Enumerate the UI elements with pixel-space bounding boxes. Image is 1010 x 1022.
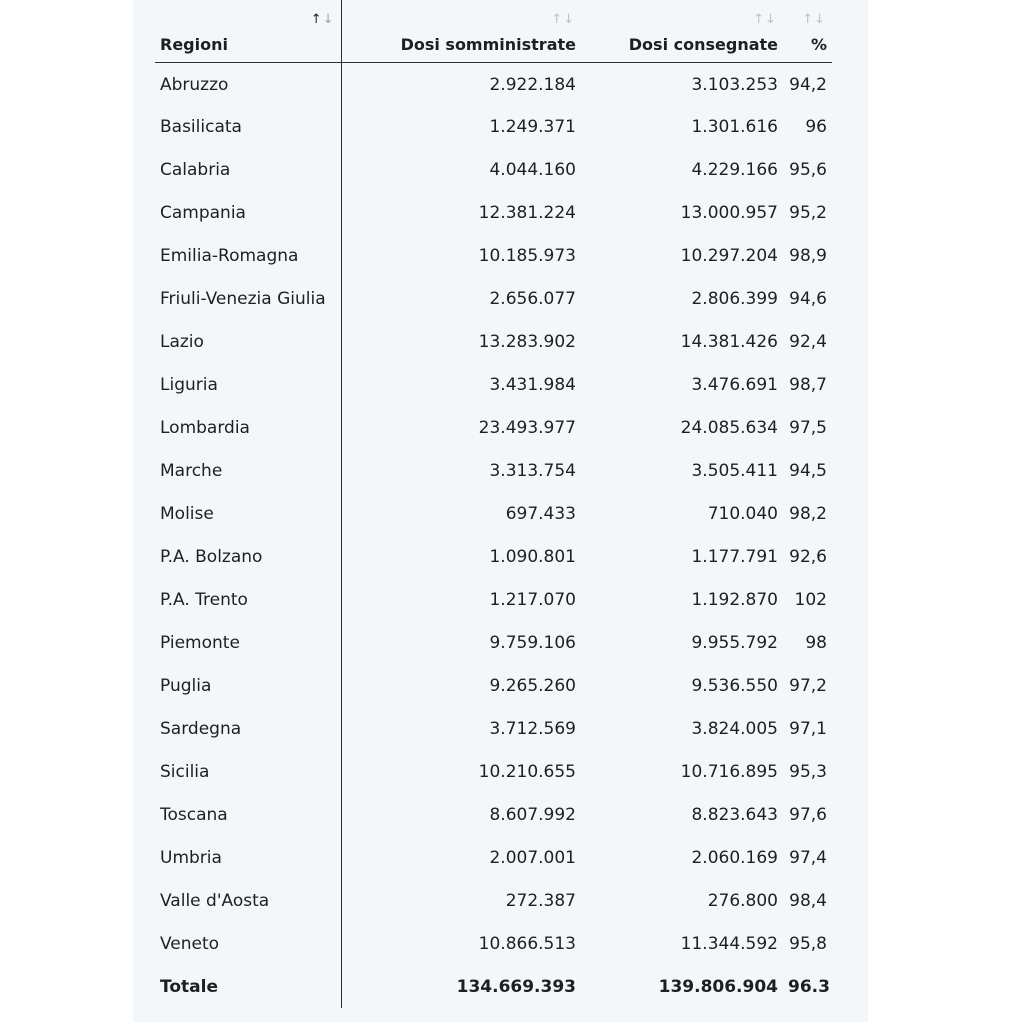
cell-administered: 4.044.160 [489,159,576,180]
table-header-row [155,0,832,62]
column-header-region[interactable] [155,0,341,62]
cell-delivered: 710.040 [707,503,778,524]
cell-percent: 95,6 [789,159,827,180]
cell-percent: 98,2 [789,503,827,524]
cell-delivered: 3.505.411 [691,460,778,481]
table-row [155,879,832,922]
cell-region: Valle d'Aosta [155,879,341,922]
cell-percent: 98,9 [789,245,827,266]
table-panel [133,0,868,1022]
cell-administered: 10.866.513 [478,933,576,954]
table-row [155,62,832,105]
cell-percent: 95,2 [789,202,827,223]
cell-percent: 97,5 [789,417,827,438]
cell-region: Emilia-Romagna [155,234,341,277]
cell-delivered: 1.177.791 [691,546,778,567]
cell-delivered: 8.823.643 [691,804,778,825]
cell-delivered: 1.192.870 [691,589,778,610]
cell-delivered: 3.824.005 [691,718,778,739]
cell-percent: 92,4 [789,331,827,352]
column-header-administered-label: Dosi somministrate [400,34,576,54]
column-header-region-label: Regioni [160,34,228,54]
cell-region: Puglia [155,664,341,707]
cell-region: P.A. Trento [155,578,341,621]
cell-delivered: 24.085.634 [680,417,778,438]
cell-administered: 12.381.224 [478,202,576,223]
cell-delivered: 3.476.691 [691,374,778,395]
cell-administered: 10.210.655 [478,761,576,782]
column-header-delivered[interactable] [581,0,783,62]
cell-delivered: 4.229.166 [691,159,778,180]
table-row [155,320,832,363]
cell-region: Basilicata [155,105,341,148]
cell-percent: 102 [794,589,827,610]
column-header-delivered-label: Dosi consegnate [628,34,778,54]
cell-administered: 2.007.001 [489,847,576,868]
table-row [155,492,832,535]
column-header-percent[interactable] [783,0,832,62]
table-row [155,535,832,578]
cell-percent: 94,6 [789,288,827,309]
table-row [155,664,832,707]
cell-administered: 1.217.070 [489,589,576,610]
cell-administered: 2.656.077 [489,288,576,309]
cell-administered: 9.759.106 [489,632,576,653]
cell-region: Marche [155,449,341,492]
cell-percent: 97,6 [789,804,827,825]
sort-arrows-icon[interactable]: ↑↓ [551,12,575,27]
cell-percent: 98,7 [789,374,827,395]
cell-percent: 97,2 [789,675,827,696]
cell-percent: 95,8 [789,933,827,954]
cell-administered: 272.387 [505,890,576,911]
cell-percent: 97,1 [789,718,827,739]
cell-administered: 1.090.801 [489,546,576,567]
cell-region: Toscana [155,793,341,836]
table-row [155,234,832,277]
cell-region: Abruzzo [155,62,341,105]
table-total-row [155,965,832,1008]
cell-administered: 3.431.984 [489,374,576,395]
cell-delivered: 139.806.904 [658,976,778,997]
cell-region: Umbria [155,836,341,879]
sort-arrows-icon[interactable]: ↑↓ [802,12,826,27]
cell-administered: 13.283.902 [478,331,576,352]
cell-region: Veneto [155,922,341,965]
cell-region: Sardegna [155,707,341,750]
cell-percent: 95,3 [789,761,827,782]
cell-region: Piemonte [155,621,341,664]
cell-administered: 134.669.393 [456,976,576,997]
table-row [155,750,832,793]
cell-delivered: 9.536.550 [691,675,778,696]
cell-delivered: 10.716.895 [680,761,778,782]
cell-administered: 23.493.977 [478,417,576,438]
cell-region: Molise [155,492,341,535]
cell-region: Lombardia [155,406,341,449]
cell-region: Lazio [155,320,341,363]
table-row [155,105,832,148]
cell-percent: 94,2 [789,74,827,95]
table-row [155,449,832,492]
cell-percent: 98 [805,632,827,653]
cell-percent: 94,5 [789,460,827,481]
cell-delivered: 2.060.169 [691,847,778,868]
cell-region: Friuli-Venezia Giulia [155,277,341,320]
table-row [155,148,832,191]
cell-percent: 92,6 [789,546,827,567]
cell-administered: 8.607.992 [489,804,576,825]
column-header-administered[interactable] [341,0,581,62]
sort-arrows-icon[interactable]: ↑↓ [753,12,777,27]
cell-region: Campania [155,191,341,234]
cell-percent: 96.3 [788,976,830,997]
cell-delivered: 3.103.253 [691,74,778,95]
cell-delivered: 10.297.204 [680,245,778,266]
table-row [155,836,832,879]
cell-administered: 9.265.260 [489,675,576,696]
cell-region: Liguria [155,363,341,406]
cell-administered: 3.712.569 [489,718,576,739]
table-row [155,191,832,234]
cell-percent: 96 [805,116,827,137]
table-row [155,793,832,836]
cell-delivered: 276.800 [707,890,778,911]
cell-delivered: 2.806.399 [691,288,778,309]
cell-region: Totale [155,965,341,1008]
table-row [155,363,832,406]
cell-percent: 97,4 [789,847,827,868]
table-row [155,621,832,664]
table-body [155,62,832,1008]
cell-delivered: 1.301.616 [691,116,778,137]
cell-percent: 98,4 [789,890,827,911]
column-header-percent-label: % [810,34,827,54]
cell-delivered: 11.344.592 [680,933,778,954]
cell-delivered: 13.000.957 [680,202,778,223]
table-row [155,406,832,449]
cell-administered: 10.185.973 [478,245,576,266]
cell-region: Calabria [155,148,341,191]
table-row [155,277,832,320]
cell-administered: 697.433 [505,503,576,524]
cell-administered: 3.313.754 [489,460,576,481]
cell-administered: 1.249.371 [489,116,576,137]
table-row [155,922,832,965]
cell-delivered: 14.381.426 [680,331,778,352]
table-row [155,578,832,621]
cell-region: P.A. Bolzano [155,535,341,578]
cell-administered: 2.922.184 [489,74,576,95]
table-row [155,707,832,750]
cell-region: Sicilia [155,750,341,793]
sort-arrows-icon[interactable]: ↑↓ [310,12,335,27]
cell-delivered: 9.955.792 [691,632,778,653]
vaccine-doses-table [155,0,832,1008]
